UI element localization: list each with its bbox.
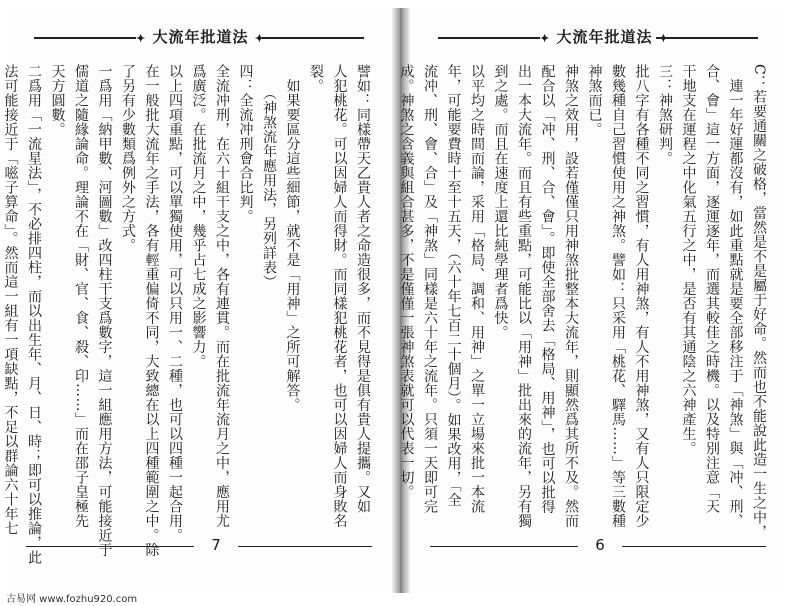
ornament-icon: ✦ (254, 32, 265, 45)
text-column: C：若要通關之破格，當然是不是屬于好命。然而也不能說此造一生之中， (751, 64, 767, 540)
right-header-title (540, 26, 669, 47)
text-column: 了另有少數類爲例外之方式。 (120, 64, 136, 253)
text-column: 批八字有各種不同之習慣，有人用神煞，有人不用神煞，又有人只限定少 (633, 64, 650, 528)
text-column: （神煞流年應用法，另列詳表） (261, 64, 277, 289)
text-column: 譬如：同樣帶天乙貴人者之命造很多，而不見得是俱有貴人提攜。又如 (355, 64, 371, 514)
text-column: 全流冲刑，在六十組干支之中，各有連貫。而在批流年流月之中，應用尤 (214, 64, 230, 528)
left-page-footer (26, 538, 372, 556)
ornament-icon: ✦ (658, 32, 669, 45)
text-column: 法可能接近于「嗞子算命」。然而這一組有一項缺點，不足以群論六十年七 (2, 64, 19, 536)
right-page-body (398, 64, 770, 540)
header-rule-right (656, 37, 758, 39)
text-column: 以平均之時間而論，采用「格局、調和、用神」之單一立場來批一本流 (469, 64, 485, 514)
left-page (2, 8, 392, 593)
header-rule-left (34, 37, 136, 39)
footer-rule (430, 546, 578, 547)
right-page-header (438, 26, 758, 48)
text-column: 儒道之隨緣論命。理論不在「財、官、食、殺、印……」而在邵子皇極先 (73, 64, 89, 528)
text-column: 流冲、刑、會、合」及「神煞」同樣是六十年之流年。只須一天即可完 (422, 64, 438, 514)
header-rule-left (438, 37, 540, 39)
section-heading: 三：神煞研判。 (657, 64, 673, 166)
left-header-title-text: 大流年批道法 (152, 28, 249, 46)
text-column: 出一本大流年。而且有些重點，可能比以「用神」批出來的流年，另有獨 (516, 64, 532, 528)
text-column: 如果要區分這些細節，就不是「用神」之所可解答。 (284, 64, 301, 412)
text-column: 配合以「冲、刑、合、會」。即使全部舍去「格局、用神」，也可以批得 (539, 64, 556, 514)
text-column: 連一年好運都沒有，如此重點就是要全部移注于「神煞」與「冲、刑、 (727, 64, 744, 528)
text-column: 爲廣泛。在批流月之中，幾乎占七成之影響力。 (190, 64, 207, 369)
text-column: 以上四項重點，可以單獨使用，可以只用一、二種，也可以四種一起合用。 (167, 64, 183, 543)
left-page-header (34, 26, 364, 48)
text-column: 神煞而已。 (586, 64, 603, 137)
text-column: 人犯桃花。可以因婦人而得財。而同樣犯桃花者，也可以因婦人而身敗名 (331, 64, 348, 528)
text-column: 年，可能要費時十至十五天，（六十年七百二十個月）。如果改用，「全 (445, 64, 462, 507)
text-column: 裂。 (308, 64, 324, 93)
site-watermark: 古易网 www.fozhu920.com (6, 594, 138, 605)
page-number: 6 (595, 536, 605, 554)
right-page-footer (430, 538, 766, 556)
right-page (398, 8, 786, 593)
left-header-title (136, 26, 265, 47)
ornament-icon: ✦ (540, 32, 551, 45)
text-column: 二爲用「一流星法」，不必排四柱，而以出生年、月、日、時；即可以推論，此 (26, 64, 42, 565)
right-header-title-text: 大流年批道法 (556, 28, 653, 46)
text-column: 數幾種自己習慣使用之神煞。譬如：只采用「桃花、驛馬……」等三數種 (610, 64, 626, 528)
section-heading: 四：全流冲刑會合比判。 (237, 64, 254, 224)
page-number: 7 (211, 536, 221, 554)
left-page-body (2, 64, 374, 565)
text-column: 合、會」這一方面，逐運逐年，而選其較佳之時機。以及特別注意「天 (704, 64, 720, 514)
text-column: 在一般批大流年之手法，各有輕重偏倚不同，大致總在以上四種範圍之中。除 (143, 64, 160, 557)
text-column: 成。神煞之含義與組合甚多，不是僅僅一張神煞表就可以代表一切。 (398, 64, 415, 499)
footer-rule (26, 546, 194, 547)
text-column: 一爲用「納甲數、河圖數」改四柱干支爲數字，這一組應用方法，可能接近于 (96, 64, 113, 557)
text-column: 天方圓數。 (49, 64, 66, 137)
footer-rule (238, 546, 372, 547)
text-column: 到之處。而且在速度上還比純學理者爲快。 (492, 64, 509, 340)
ornament-icon: ✦ (136, 32, 147, 45)
text-column: 干地支在運程之中化氣五行之中，是否有其通陰之六神產生。 (680, 64, 697, 456)
footer-rule (622, 546, 766, 547)
text-column: 神煞之效用，設若僅僅只用神煞批整本大流年，則顯然爲其所不及。然而 (563, 64, 579, 528)
header-rule-right (262, 37, 364, 39)
